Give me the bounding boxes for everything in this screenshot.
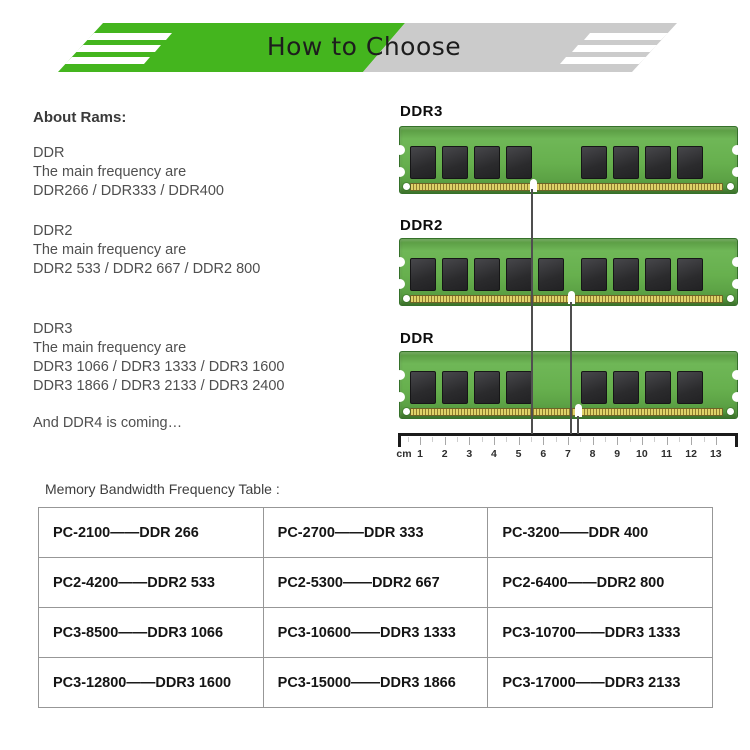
ddr3-frequencies-1: DDR3 1066 / DDR3 1333 / DDR3 1600 bbox=[33, 359, 285, 375]
ruler-tick-label: 10 bbox=[636, 448, 648, 460]
chip-group-left bbox=[410, 258, 564, 291]
ruler-line bbox=[398, 433, 738, 436]
chip-group-left bbox=[410, 146, 532, 179]
ddr2-module-label: DDR2 bbox=[400, 217, 443, 234]
memory-chip bbox=[410, 146, 436, 179]
table-caption: Memory Bandwidth Frequency Table : bbox=[45, 481, 280, 497]
ruler-minor-tick bbox=[432, 437, 433, 442]
edge-notch bbox=[395, 167, 405, 177]
ram-module-ddr3 bbox=[399, 126, 738, 194]
edge-notch bbox=[732, 167, 742, 177]
edge-notch bbox=[395, 145, 405, 155]
memory-chip bbox=[538, 258, 564, 291]
edge-notch bbox=[395, 392, 405, 402]
edge-notch bbox=[732, 145, 742, 155]
table-cell: PC3-12800——DDR3 1600 bbox=[39, 658, 264, 708]
ruler-minor-tick bbox=[654, 437, 655, 442]
memory-chip bbox=[506, 258, 532, 291]
memory-chip bbox=[613, 371, 639, 404]
ruler-tick-label: 12 bbox=[685, 448, 697, 460]
memory-chip bbox=[410, 371, 436, 404]
ddr2-name: DDR2 bbox=[33, 223, 73, 239]
chip-group-right bbox=[581, 146, 703, 179]
ruler-tick-label: 3 bbox=[466, 448, 473, 460]
mounting-hole bbox=[727, 408, 734, 415]
ruler-tick-label: 1 bbox=[417, 448, 423, 460]
gold-pins-strip bbox=[410, 183, 723, 191]
ruler-major-tick bbox=[667, 437, 668, 445]
memory-chip bbox=[613, 146, 639, 179]
table-cell: PC2-4200——DDR2 533 bbox=[39, 558, 264, 608]
ddr-name: DDR bbox=[33, 145, 65, 161]
ruler-major-tick bbox=[469, 437, 470, 445]
ruler-minor-tick bbox=[506, 437, 507, 442]
ruler-major-tick bbox=[543, 437, 544, 445]
ruler-minor-tick bbox=[556, 437, 557, 442]
edge-notch bbox=[395, 279, 405, 289]
ruler-tick-label: 8 bbox=[589, 448, 596, 460]
memory-chip bbox=[442, 371, 468, 404]
ddr2-frequencies: DDR2 533 / DDR2 667 / DDR2 800 bbox=[33, 261, 261, 277]
ruler-major-tick bbox=[691, 437, 692, 445]
ruler-major-tick bbox=[568, 437, 569, 445]
ddr3-frequencies-2: DDR3 1866 / DDR3 2133 / DDR3 2400 bbox=[33, 378, 285, 394]
ruler-tick-label: 4 bbox=[491, 448, 497, 460]
gold-pins-strip bbox=[410, 408, 723, 416]
ruler-minor-tick bbox=[704, 437, 705, 442]
edge-notch bbox=[732, 370, 742, 380]
memory-chip bbox=[581, 258, 607, 291]
table-cell: PC-2100——DDR 266 bbox=[39, 508, 264, 558]
ruler-major-tick bbox=[593, 437, 594, 445]
mounting-hole bbox=[403, 295, 410, 302]
memory-chip bbox=[645, 146, 671, 179]
ddr3-info-block bbox=[33, 320, 393, 396]
mounting-hole bbox=[727, 295, 734, 302]
ram-module-ddr bbox=[399, 351, 738, 419]
chip-group-right bbox=[581, 258, 703, 291]
ruler-tick-label: 6 bbox=[540, 448, 547, 460]
memory-chip bbox=[506, 146, 532, 179]
ruler-minor-tick bbox=[630, 437, 631, 442]
table-cell: PC3-15000——DDR3 1866 bbox=[263, 658, 488, 708]
banner-title: How to Choose bbox=[266, 32, 462, 61]
memory-chip bbox=[474, 146, 500, 179]
about-rams-section bbox=[33, 108, 393, 433]
table-cell: PC2-6400——DDR2 800 bbox=[488, 558, 713, 608]
table-cell: PC-3200——DDR 400 bbox=[488, 508, 713, 558]
edge-notch bbox=[732, 257, 742, 267]
ruler-major-tick bbox=[716, 437, 717, 445]
notch-pointer-line-ddr bbox=[577, 416, 579, 434]
ruler-major-tick bbox=[642, 437, 643, 445]
table-cell: PC3-17000——DDR3 2133 bbox=[488, 658, 713, 708]
ruler-minor-tick bbox=[679, 437, 680, 442]
edge-notch bbox=[732, 392, 742, 402]
ruler-tick-label: 9 bbox=[614, 448, 621, 460]
notch-pointer-line-ddr3 bbox=[531, 189, 533, 434]
ruler-major-tick bbox=[420, 437, 421, 445]
memory-chip bbox=[677, 258, 703, 291]
mounting-hole bbox=[403, 408, 410, 415]
memory-chip bbox=[677, 371, 703, 404]
ruler-end-tick bbox=[735, 433, 738, 447]
about-heading: About Rams: bbox=[33, 109, 127, 126]
memory-chip bbox=[645, 371, 671, 404]
memory-chip bbox=[581, 146, 607, 179]
memory-chip bbox=[581, 371, 607, 404]
ruler-minor-tick bbox=[580, 437, 581, 442]
ruler-minor-tick bbox=[605, 437, 606, 442]
ruler-minor-tick bbox=[408, 437, 409, 442]
ruler-tick-label: 5 bbox=[515, 448, 522, 460]
ddr2-intro: The main frequency are bbox=[33, 242, 187, 258]
memory-chip bbox=[442, 258, 468, 291]
table-row bbox=[39, 508, 713, 558]
ruler-minor-tick bbox=[531, 437, 532, 442]
ruler-tick-label: 13 bbox=[709, 448, 722, 460]
ddr-info-block bbox=[33, 144, 393, 201]
memory-chip bbox=[474, 258, 500, 291]
ddr3-intro: The main frequency are bbox=[33, 340, 187, 356]
table-row bbox=[39, 608, 713, 658]
ruler-major-tick bbox=[445, 437, 446, 445]
ddr-intro: The main frequency are bbox=[33, 164, 187, 180]
ddr-module-label: DDR bbox=[400, 330, 434, 347]
ddr4-coming-note: And DDR4 is coming… bbox=[33, 415, 183, 431]
memory-chip bbox=[677, 146, 703, 179]
mounting-hole bbox=[403, 183, 410, 190]
ruler-major-tick bbox=[519, 437, 520, 445]
frequency-table bbox=[38, 507, 713, 708]
ruler-tick-label: 11 bbox=[660, 448, 673, 460]
table-row bbox=[39, 558, 713, 608]
ddr3-module-label: DDR3 bbox=[400, 103, 443, 120]
ruler-major-tick bbox=[494, 437, 495, 445]
memory-chip bbox=[645, 258, 671, 291]
memory-chip bbox=[410, 258, 436, 291]
ruler-unit-label: cm bbox=[396, 448, 412, 460]
ruler-end-tick bbox=[398, 433, 401, 447]
gold-pins-strip bbox=[410, 295, 723, 303]
table-cell: PC-2700——DDR 333 bbox=[263, 508, 488, 558]
notch-pointer-line-ddr2 bbox=[570, 302, 572, 434]
chip-group-left bbox=[410, 371, 532, 404]
table-cell: PC2-5300——DDR2 667 bbox=[263, 558, 488, 608]
memory-chip bbox=[506, 371, 532, 404]
ram-module-ddr2 bbox=[399, 238, 738, 306]
table-cell: PC3-10600——DDR3 1333 bbox=[263, 608, 488, 658]
table-cell: PC3-10700——DDR3 1333 bbox=[488, 608, 713, 658]
memory-chip bbox=[613, 258, 639, 291]
ruler-minor-tick bbox=[457, 437, 458, 442]
edge-notch bbox=[395, 257, 405, 267]
ruler-major-tick bbox=[617, 437, 618, 445]
edge-notch bbox=[395, 370, 405, 380]
ruler-tick-label: 2 bbox=[441, 448, 448, 460]
ruler-minor-tick bbox=[482, 437, 483, 442]
mounting-hole bbox=[727, 183, 734, 190]
ruler bbox=[398, 433, 738, 465]
ruler-tick-label: 7 bbox=[564, 448, 571, 460]
edge-notch bbox=[732, 279, 742, 289]
memory-chip bbox=[474, 371, 500, 404]
ddr-frequencies: DDR266 / DDR333 / DDR400 bbox=[33, 183, 224, 199]
memory-chip bbox=[442, 146, 468, 179]
table-row bbox=[39, 658, 713, 708]
ddr2-info-block bbox=[33, 222, 393, 279]
chip-group-right bbox=[581, 371, 703, 404]
ddr3-name: DDR3 bbox=[33, 321, 73, 337]
table-cell: PC3-8500——DDR3 1066 bbox=[39, 608, 264, 658]
